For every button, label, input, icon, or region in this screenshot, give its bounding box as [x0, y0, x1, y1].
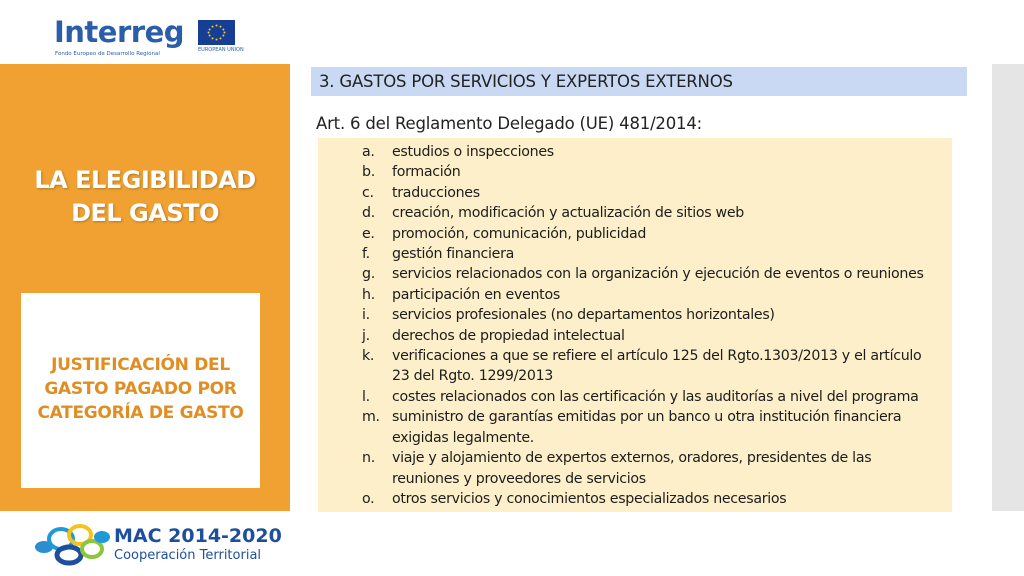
left-panel [0, 64, 290, 511]
interreg-wordmark: Interreg [54, 15, 184, 49]
list-item [318, 285, 952, 305]
list-item-marker: g. [362, 266, 375, 283]
article-reference: Art. 6 del Reglamento Delegado (UE) 481/2014: [316, 114, 702, 133]
eu-flag-icon [198, 20, 235, 45]
list-item-text: servicios profesionales (no departamentos horizontales) [392, 307, 775, 324]
expense-list [318, 142, 952, 509]
list-item-text: costes relacionados con las certificación y las auditorías a nivel del programa [392, 388, 919, 405]
list-item-marker: f. [362, 246, 370, 263]
list-item [318, 489, 952, 509]
list-item [318, 264, 952, 284]
panel-title [12, 164, 278, 230]
list-item-marker: e. [362, 225, 375, 242]
list-item [318, 305, 952, 325]
section-header [311, 67, 967, 96]
list-item [318, 346, 952, 387]
list-item [318, 224, 952, 244]
list-item-marker: a. [362, 144, 375, 160]
subtitle-line-2: GASTO PAGADO POR [44, 379, 237, 399]
list-item-marker: d. [362, 205, 375, 222]
list-item-text: servicios relacionados con la organización y ejecución de eventos o reuniones [392, 266, 924, 283]
mac-logo [34, 523, 282, 569]
list-item-marker: h. [362, 286, 375, 303]
eu-label: EUROPEAN UNION [198, 47, 244, 53]
list-item-text: gestión financiera [392, 246, 515, 263]
panel-title-line-2: DEL GASTO [71, 199, 219, 227]
list-item-text: derechos de propiedad intelectual [392, 327, 625, 344]
list-item [318, 387, 952, 407]
expense-list-box [318, 138, 952, 512]
subtitle-text [21, 353, 260, 425]
list-item-text: otros servicios y conocimientos especializados necesarios [392, 490, 787, 507]
list-item-marker: b. [362, 164, 375, 181]
list-item [318, 203, 952, 223]
subtitle-line-1: JUSTIFICACIÓN DEL [51, 355, 230, 375]
mac-rings-icon [34, 523, 112, 569]
list-item [318, 183, 952, 203]
list-item-text: suministro de garantías emitidas por un banco u otra institución financiera exigidas legalmente. [392, 409, 902, 446]
list-item-marker: c. [362, 184, 374, 201]
subtitle-box [21, 293, 260, 488]
panel-title-line-1: LA ELEGIBILIDAD [34, 166, 256, 194]
list-item [318, 407, 952, 448]
list-item-marker: o. [362, 490, 375, 507]
mac-title: MAC 2014-2020 [114, 525, 282, 547]
list-item-text: viaje y alojamiento de expertos externos, oradores, presidentes de las reuniones y proveedores de servicios [392, 450, 872, 487]
list-item-text: creación, modificación y actualización de sitios web [392, 205, 744, 222]
list-item [318, 244, 952, 264]
list-item-text: promoción, comunicación, publicidad [392, 225, 647, 242]
mac-subtitle: Cooperación Territorial [114, 548, 262, 563]
interreg-logo [54, 14, 244, 60]
interreg-subtitle: Fondo Europeo de Desarrollo Regional [55, 51, 160, 57]
list-item-text: verificaciones a que se refiere el artículo 125 del Rgto.1303/2013 y el artículo 23 del Rgto. 1299/2013 [392, 348, 922, 385]
list-item [318, 448, 952, 489]
section-header-text: 3. GASTOS POR SERVICIOS Y EXPERTOS EXTERNOS [319, 72, 733, 91]
subtitle-line-3: CATEGORÍA DE GASTO [37, 403, 244, 423]
list-item-marker: k. [362, 348, 375, 365]
list-item-marker: m. [362, 409, 380, 426]
list-item-text: formación [392, 164, 461, 181]
list-item-text: traducciones [392, 184, 480, 201]
list-item-marker: i. [362, 307, 370, 324]
list-item [318, 142, 952, 162]
list-item-text: estudios o inspecciones [392, 144, 554, 160]
right-decoration-strip [992, 64, 1024, 511]
list-item-marker: n. [362, 450, 375, 467]
list-item [318, 326, 952, 346]
list-item-marker: j. [362, 327, 370, 344]
list-item-text: participación en eventos [392, 286, 560, 303]
list-item-marker: l. [362, 388, 370, 405]
list-item [318, 162, 952, 182]
